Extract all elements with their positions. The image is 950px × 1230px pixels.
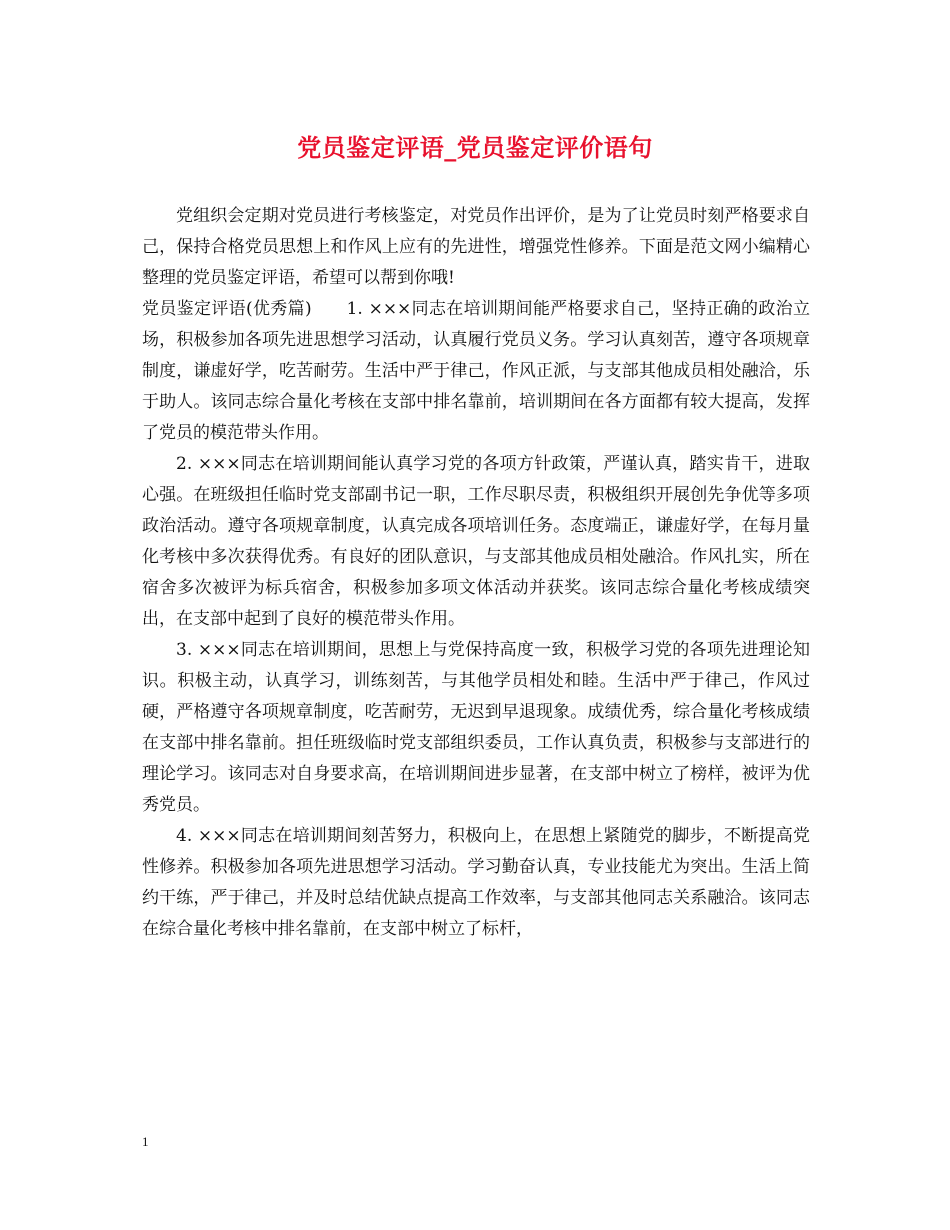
page-number: 1 <box>142 1134 149 1149</box>
paragraph-item-1: 党员鉴定评语(优秀篇) 1. ×××同志在培训期间能严格要求自己，坚持正确的政治立场，积极参加各项先进思想学习活动，认真履行党员义务。学习认真刻苦，遵守各项规章制度，谦虚好学，吃苦耐劳。生活中严于律己，作风正派，与支部其他成员相处融洽，乐于助人。该同志综合量化考核在支部中排名靠前，培训期间在各方面都有较大提高，发挥了党员的模范带头作用。 <box>142 299 810 443</box>
paragraph-item-4: 4. ×××同志在培训期间刻苦努力，积极向上，在思想上紧随党的脚步，不断提高党性修养。积极参加各项先进思想学习活动。学习勤奋认真，专业技能尤为突出。生活上简约干练，严于律己，并及时总结优缺点提高工作效率，与支部其他同志关系融洽。该同志在综合量化考核中排名靠前，在支部中树立了标杆， <box>142 826 810 939</box>
paragraph-intro: 党组织会定期对党员进行考核鉴定，对党员作出评价，是为了让党员时刻严格要求自己，保持合格党员思想上和作风上应有的先进性，增强党性修养。下面是范文网小编精心整理的党员鉴定评语，希望可以帮到你哦! <box>142 206 810 288</box>
paragraph-item-2: 2. ×××同志在培训期间能认真学习党的各项方针政策，严谨认真，踏实肯干，进取心强。在班级担任临时党支部副书记一职，工作尽职尽责，积极组织开展创先争优等多项政治活动。遵守各项规章制度，认真完成各项培训任务。态度端正，谦虚好学，在每月量化考核中多次获得优秀。有良好的团队意识，与支部其他成员相处融洽。作风扎实，所在宿舍多次被评为标兵宿舍，积极参加多项文体活动并获奖。该同志综合量化考核成绩突出，在支部中起到了良好的模范带头作用。 <box>142 454 810 629</box>
document-body <box>142 201 810 945</box>
document-title: 党员鉴定评语_党员鉴定评价语句 <box>297 133 653 162</box>
paragraph-item-3: 3. ×××同志在培训期间，思想上与党保持高度一致，积极学习党的各项先进理论知识。积极主动，认真学习，训练刻苦，与其他学员相处和睦。生活中严于律己，作风过硬，严格遵守各项规章制度，吃苦耐劳，无迟到早退现象。成绩优秀，综合量化考核成绩在支部中排名靠前。担任班级临时党支部组织委员，工作认真负责，积极参与支部进行的理论学习。该同志对自身要求高，在培训期间进步显著，在支部中树立了榜样，被评为优秀党员。 <box>142 640 810 815</box>
